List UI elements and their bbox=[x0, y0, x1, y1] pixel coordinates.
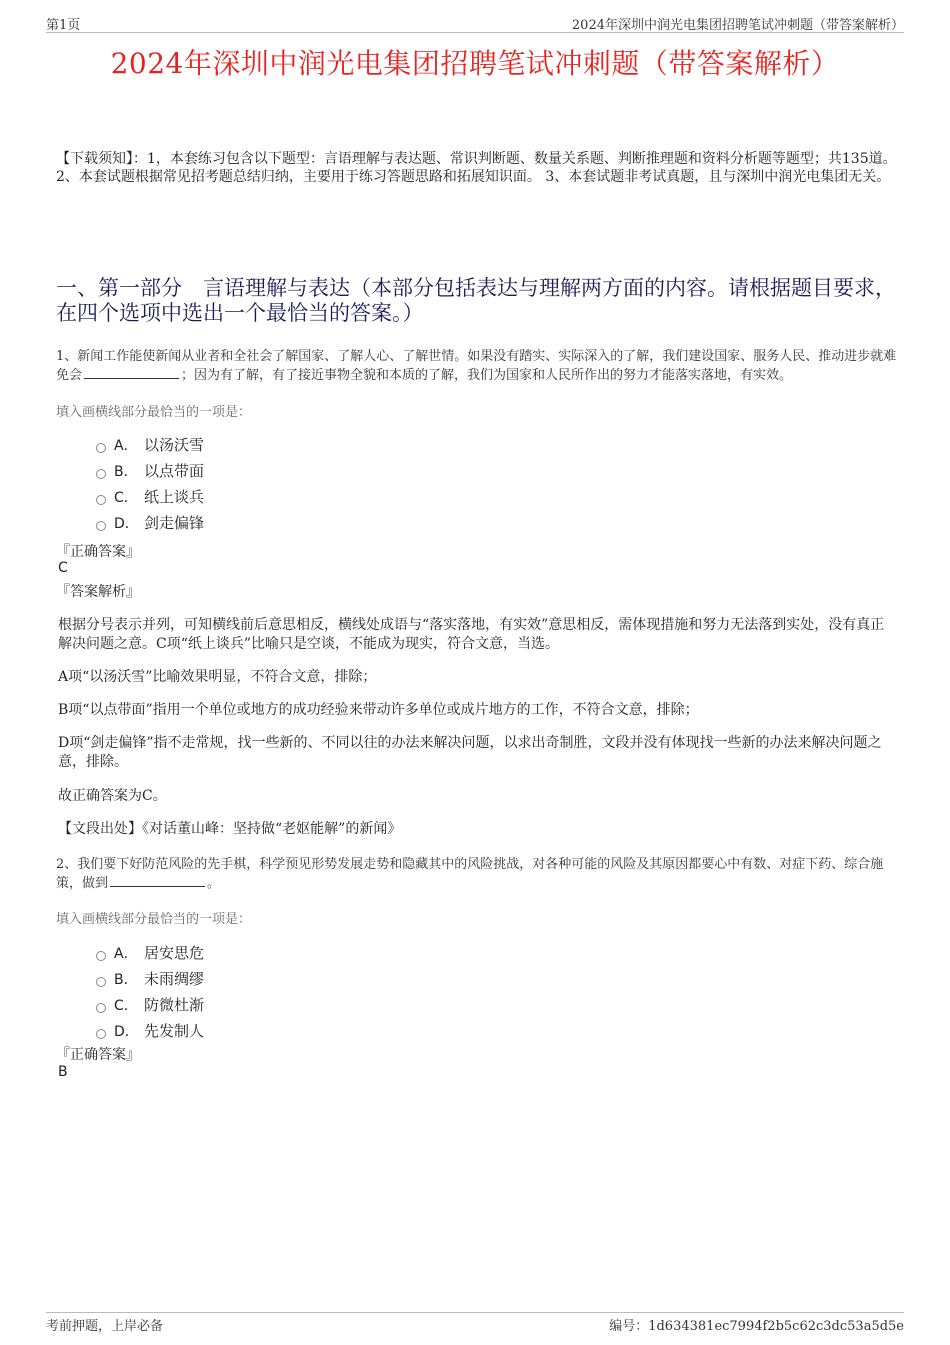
option-c[interactable]: C． 纸上谈兵 bbox=[96, 484, 204, 510]
correct-answer: C bbox=[58, 560, 68, 576]
question-2-options bbox=[96, 940, 204, 1044]
radio-icon[interactable] bbox=[96, 521, 106, 531]
question-1-text: 1、新闻工作能使新闻从业者和全社会了解国家、了解人心、了解世情。如果没有踏实、实际深入的了解，我们建设国家、服务人民、推动进步就难免会 ；因为有了解，有了接近事物全貌和本质的了解，我们为国家和人民所作出的努力才能落实落地，有实效。 bbox=[56, 349, 897, 383]
analysis-option-b: B项“以点带面”指用一个单位或地方的成功经验来带动许多单位或成片地方的工作，不符合文意，排除； bbox=[58, 702, 699, 718]
question-1-prompt: 填入画横线部分最恰当的一项是： bbox=[56, 405, 252, 420]
option-d[interactable]: D． 剑走偏锋 bbox=[96, 510, 204, 536]
radio-icon[interactable] bbox=[96, 495, 106, 505]
option-a[interactable]: A． 以汤沃雪 bbox=[96, 432, 204, 458]
option-a[interactable]: A． 居安思危 bbox=[96, 940, 204, 966]
question-2-prompt: 填入画横线部分最恰当的一项是： bbox=[56, 912, 252, 927]
question-2-text: 2、我们要下好防范风险的先手棋，科学预见形势发展走势和隐藏其中的风险挑战，对各种可能的风险及其原因都要心中有数、对症下药、综合施策，做到 。 bbox=[56, 857, 884, 891]
analysis-option-d: D项“剑走偏锋”指不走常规，找一些新的、不同以往的办法来解决问题，以求出奇制胜，文段并没有体现找一些新的办法来解决问题之意，排除。 bbox=[58, 735, 882, 770]
analysis-label: 『答案解析』 bbox=[56, 584, 140, 600]
header-doc-title: 2024年深圳中润光电集团招聘笔试冲刺题（带答案解析） bbox=[571, 18, 904, 33]
correct-answer-label: 『正确答案』 bbox=[56, 1047, 140, 1063]
option-d[interactable]: D． 先发制人 bbox=[96, 1018, 204, 1044]
page-footer bbox=[46, 1312, 904, 1334]
text-source: 【文段出处】《对话董山峰：坚持做“老妪能解”的新闻》 bbox=[58, 821, 402, 837]
document-title: 2024年深圳中润光电集团招聘笔试冲刺题（带答案解析） bbox=[110, 47, 840, 80]
section-title: 一、第一部分 言语理解与表达（本部分包括表达与理解两方面的内容。请根据题目要求，在四个选项中选出一个最恰当的答案。） bbox=[56, 276, 896, 325]
option-b[interactable]: B． 以点带面 bbox=[96, 458, 204, 484]
correct-answer: B bbox=[58, 1064, 68, 1080]
download-notice: 【下载须知】：1，本套练习包含以下题型：言语理解与表达题、常识判断题、数量关系题、判断推理题和资料分析题等题型；共135道。 2、本套试题根据常见招考题总结归纳，主要用于练习答题思路和拓展知识面。 3、本套试题非考试真题，且与深圳中润光电集团无关。 bbox=[56, 151, 897, 185]
page-number: 第1页 bbox=[46, 18, 81, 33]
radio-icon[interactable] bbox=[96, 469, 106, 479]
question-1-options bbox=[96, 432, 204, 536]
analysis-paragraph: 根据分号表示并列，可知横线前后意思相反，横线处成语与“落实落地，有实效”意思相反，需体现措施和努力无法落到实处，没有真正解决问题之意。C项“纸上谈兵”比喻只是空谈，不能成为现实，符合文意，当选。 bbox=[58, 617, 885, 652]
correct-answer-label: 『正确答案』 bbox=[56, 544, 140, 560]
analysis-conclusion: 故正确答案为C。 bbox=[58, 788, 167, 804]
document-id: 编号：1d634381ec7994f2b5c62c3dc53a5d5e bbox=[609, 1319, 904, 1334]
option-c[interactable]: C． 防微杜渐 bbox=[96, 992, 204, 1018]
footer-slogan: 考前押题，上岸必备 bbox=[46, 1319, 164, 1334]
radio-icon[interactable] bbox=[96, 1029, 106, 1039]
answer-blank bbox=[84, 366, 179, 379]
radio-icon[interactable] bbox=[96, 977, 106, 987]
option-b[interactable]: B． 未雨绸缪 bbox=[96, 966, 204, 992]
page-header bbox=[46, 14, 904, 33]
radio-icon[interactable] bbox=[96, 1003, 106, 1013]
analysis-option-a: A项“以汤沃雪”比喻效果明显，不符合文意，排除； bbox=[58, 669, 377, 685]
radio-icon[interactable] bbox=[96, 443, 106, 453]
answer-blank bbox=[110, 874, 205, 887]
radio-icon[interactable] bbox=[96, 951, 106, 961]
